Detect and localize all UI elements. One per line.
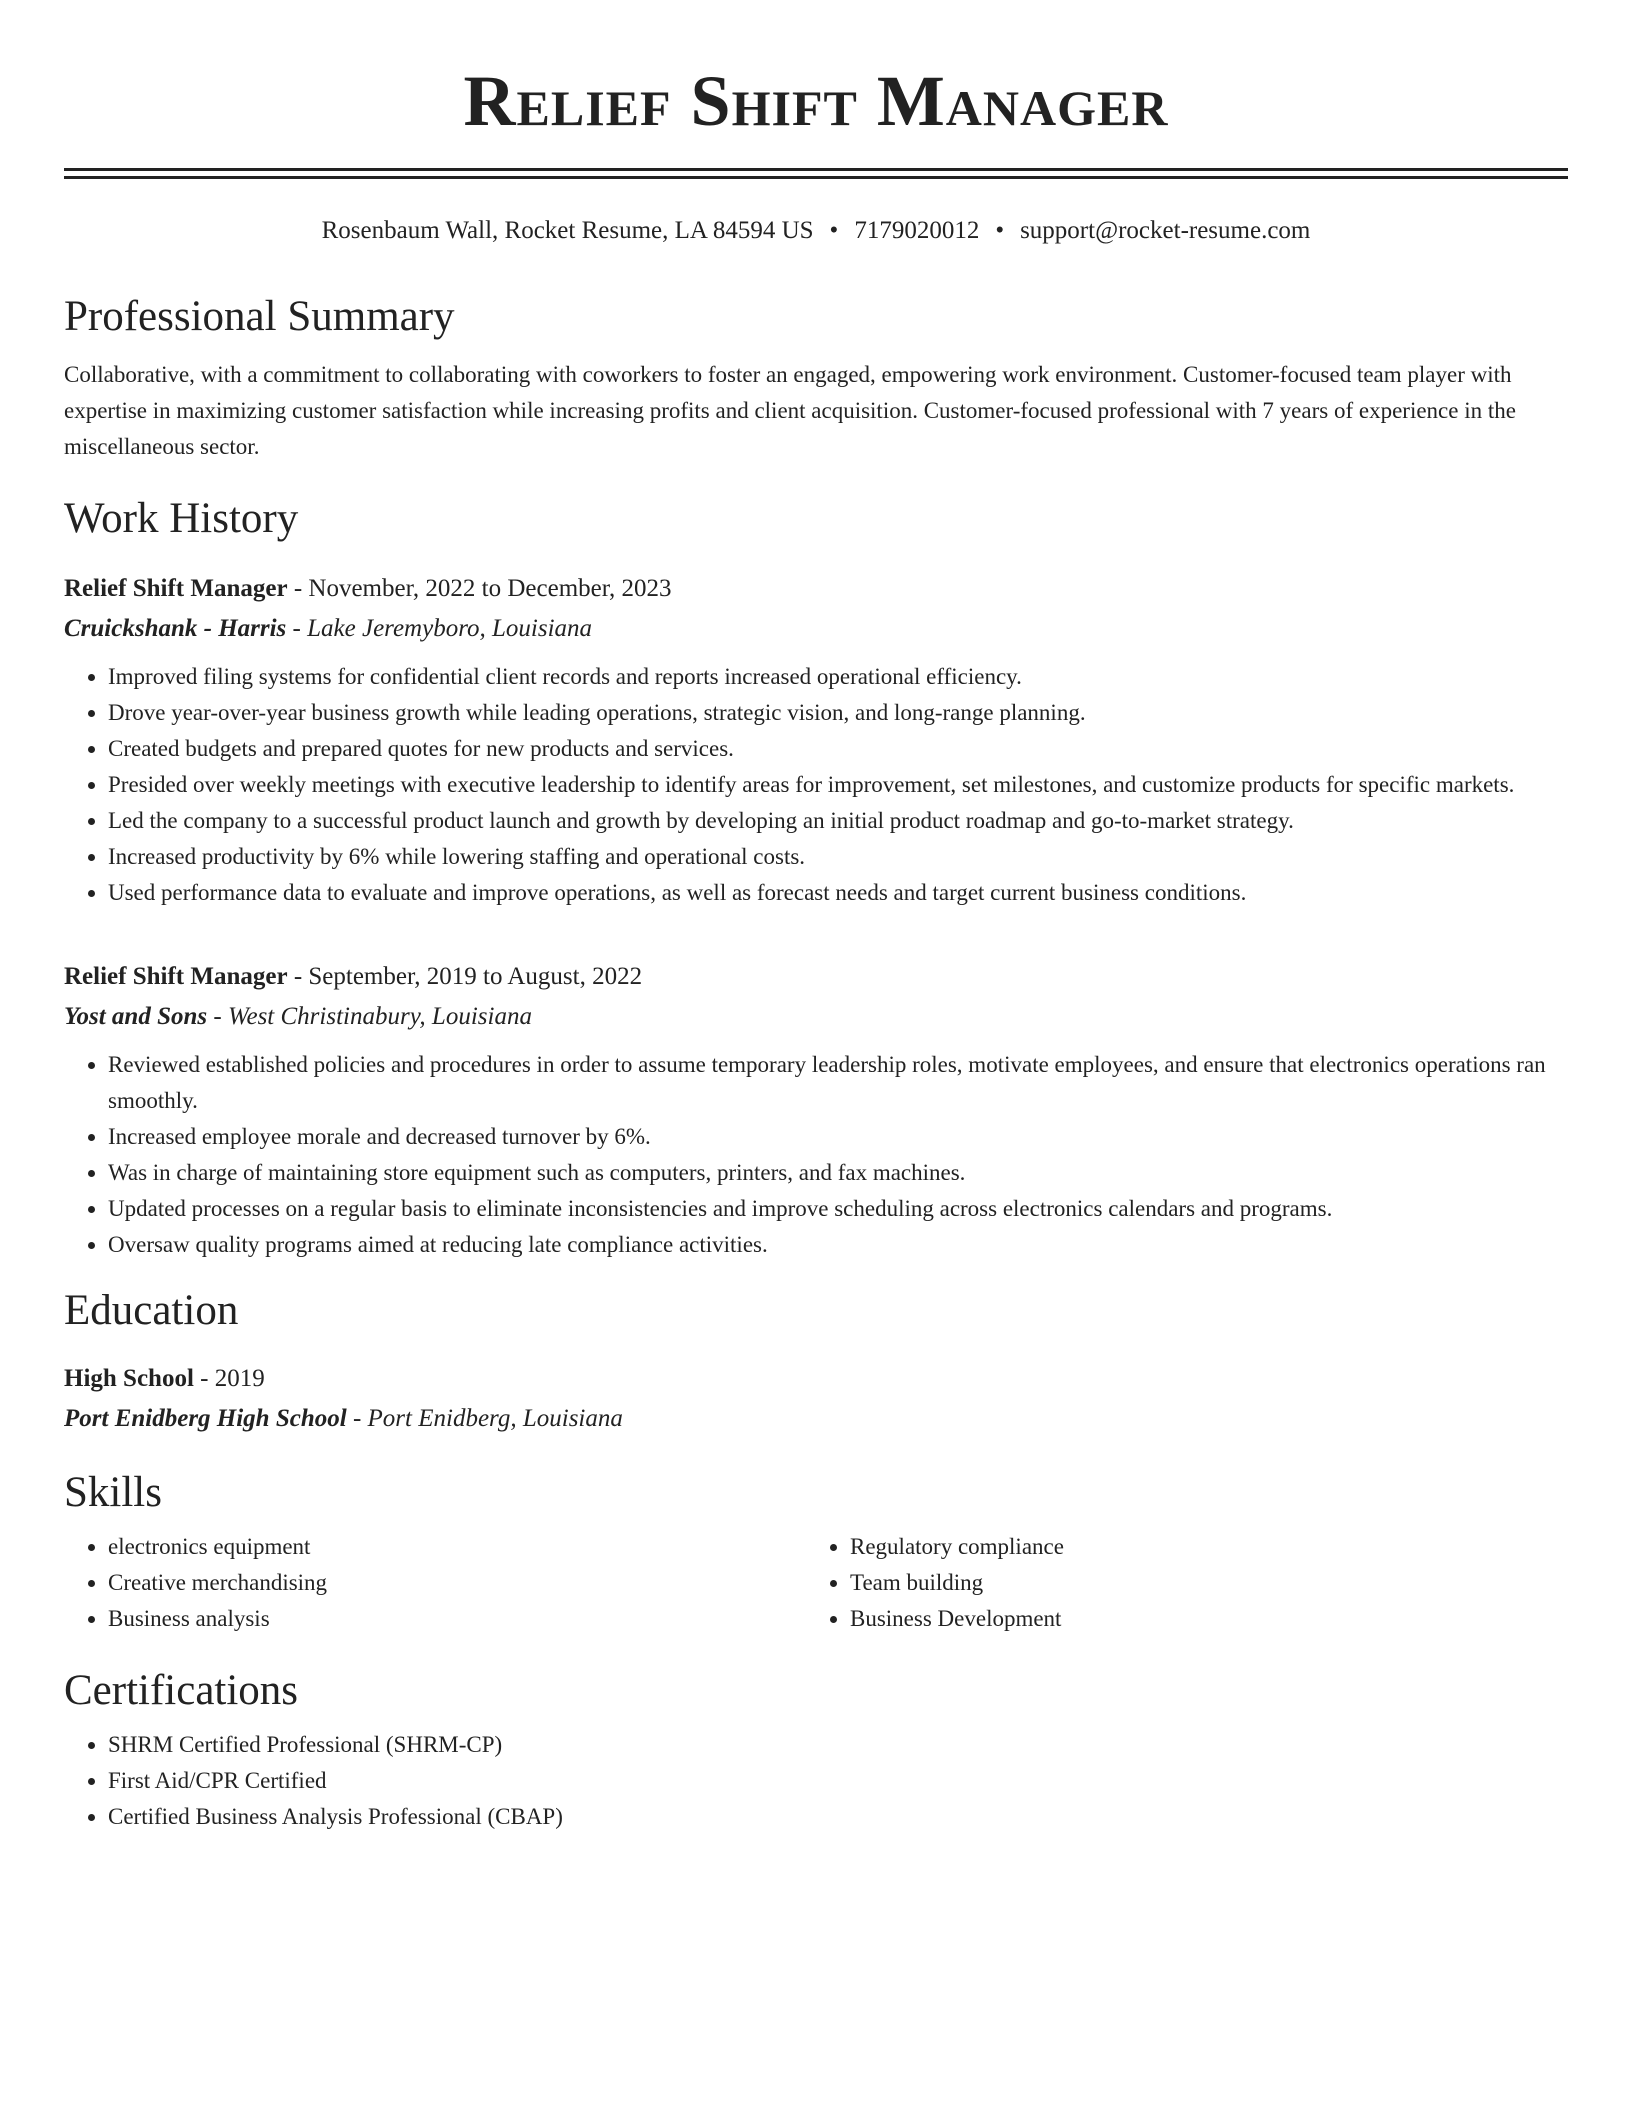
list-item: • Was in charge of maintaining store equipment such as computers, printers, and fax machines. xyxy=(108,1155,1568,1191)
education-location: - Port Enidberg, Louisiana xyxy=(346,1405,623,1432)
list-item: • Team building xyxy=(850,1565,1548,1601)
education-heading: Education xyxy=(64,1287,239,1334)
contact-separator: • xyxy=(995,217,1005,244)
contact-email: support@rocket-resume.com xyxy=(1020,217,1311,244)
certifications-list xyxy=(64,1727,1568,1835)
education-entry xyxy=(64,1359,1568,1439)
job-bullets xyxy=(64,1047,1568,1263)
contact-separator: • xyxy=(829,217,839,244)
list-item: • Created budgets and prepared quotes for new products and services. xyxy=(108,731,1568,767)
job-entry xyxy=(64,569,1568,911)
skills-grid xyxy=(64,1529,1568,1637)
list-item: • Led the company to a successful product launch and growth by developing an initial product roadmap and go-to-market strategy. xyxy=(108,803,1568,839)
work-history-heading: Work History xyxy=(64,495,299,542)
list-item: • Regulatory compliance xyxy=(850,1529,1548,1565)
education-school-line xyxy=(64,1399,1568,1439)
skills-column-right xyxy=(806,1529,1548,1637)
job-location: - West Christinabury, Louisiana xyxy=(207,1003,532,1030)
resume-title: Relief Shift Manager xyxy=(463,61,1169,141)
job-title-line xyxy=(64,569,1568,609)
job-company: Yost and Sons xyxy=(64,1003,208,1030)
contact-address: Rosenbaum Wall, Rocket Resume, LA 84594 US xyxy=(321,217,814,244)
certifications-heading: Certifications xyxy=(64,1667,299,1714)
job-location: - Lake Jeremyboro, Louisiana xyxy=(286,615,593,642)
list-item: • Oversaw quality programs aimed at reducing late compliance activities. xyxy=(108,1227,1568,1263)
skills-heading: Skills xyxy=(64,1469,162,1516)
contact-phone: 7179020012 xyxy=(854,217,980,244)
list-item: • Increased productivity by 6% while lowering staffing and operational costs. xyxy=(108,839,1568,875)
list-item: • Presided over weekly meetings with executive leadership to identify areas for improvement, set milestones, and customize products for specific markets. xyxy=(108,767,1568,803)
list-item: • Used performance data to evaluate and improve operations, as well as forecast needs and target current business conditions. xyxy=(108,875,1568,911)
job-bullets xyxy=(64,659,1568,911)
list-item: • Reviewed established policies and procedures in order to assume temporary leadership roles, motivate employees, and ensure that electronics operations ran smoothly. xyxy=(108,1047,1568,1119)
job-entry xyxy=(64,957,1568,1263)
education-degree-line xyxy=(64,1359,1568,1399)
list-item: • Creative merchandising xyxy=(108,1565,806,1601)
skills-column-left xyxy=(64,1529,806,1637)
list-item: • First Aid/CPR Certified xyxy=(108,1763,1568,1799)
list-item: • Drove year-over-year business growth while leading operations, strategic vision, and long-range planning. xyxy=(108,695,1568,731)
job-title: Relief Shift Manager xyxy=(64,963,288,990)
list-item: • Increased employee morale and decreased turnover by 6%. xyxy=(108,1119,1568,1155)
job-dates: - September, 2019 to August, 2022 xyxy=(287,963,643,990)
education-year: - 2019 xyxy=(193,1365,265,1392)
list-item: • Business analysis xyxy=(108,1601,806,1637)
job-company-line xyxy=(64,997,1568,1037)
job-title: Relief Shift Manager xyxy=(64,575,288,602)
summary-heading: Professional Summary xyxy=(64,293,455,340)
list-item: • Certified Business Analysis Professional (CBAP) xyxy=(108,1799,1568,1835)
job-company-line xyxy=(64,609,1568,649)
education-degree: High School xyxy=(64,1365,194,1392)
job-title-line xyxy=(64,957,1568,997)
contact-line xyxy=(64,215,1568,247)
list-item: • Improved filing systems for confidential client records and reports increased operational efficiency. xyxy=(108,659,1568,695)
summary-text: Collaborative, with a commitment to collaborating with coworkers to foster an engaged, empowering work environment. Customer-focused team player with expertise in maximizing customer satisfaction while increasing profits and client acquisition. Customer-focused professional with 7 years of experience in the miscellaneous sector. xyxy=(64,362,1516,459)
title-double-rule xyxy=(64,168,1568,179)
list-item: • electronics equipment xyxy=(108,1529,806,1565)
list-item: • SHRM Certified Professional (SHRM-CP) xyxy=(108,1727,1568,1763)
list-item: • Business Development xyxy=(850,1601,1548,1637)
education-school: Port Enidberg High School xyxy=(64,1405,347,1432)
job-company: Cruickshank - Harris xyxy=(64,615,287,642)
job-dates: - November, 2022 to December, 2023 xyxy=(287,575,672,602)
list-item: • Updated processes on a regular basis to eliminate inconsistencies and improve scheduling across electronics calendars and programs. xyxy=(108,1191,1568,1227)
